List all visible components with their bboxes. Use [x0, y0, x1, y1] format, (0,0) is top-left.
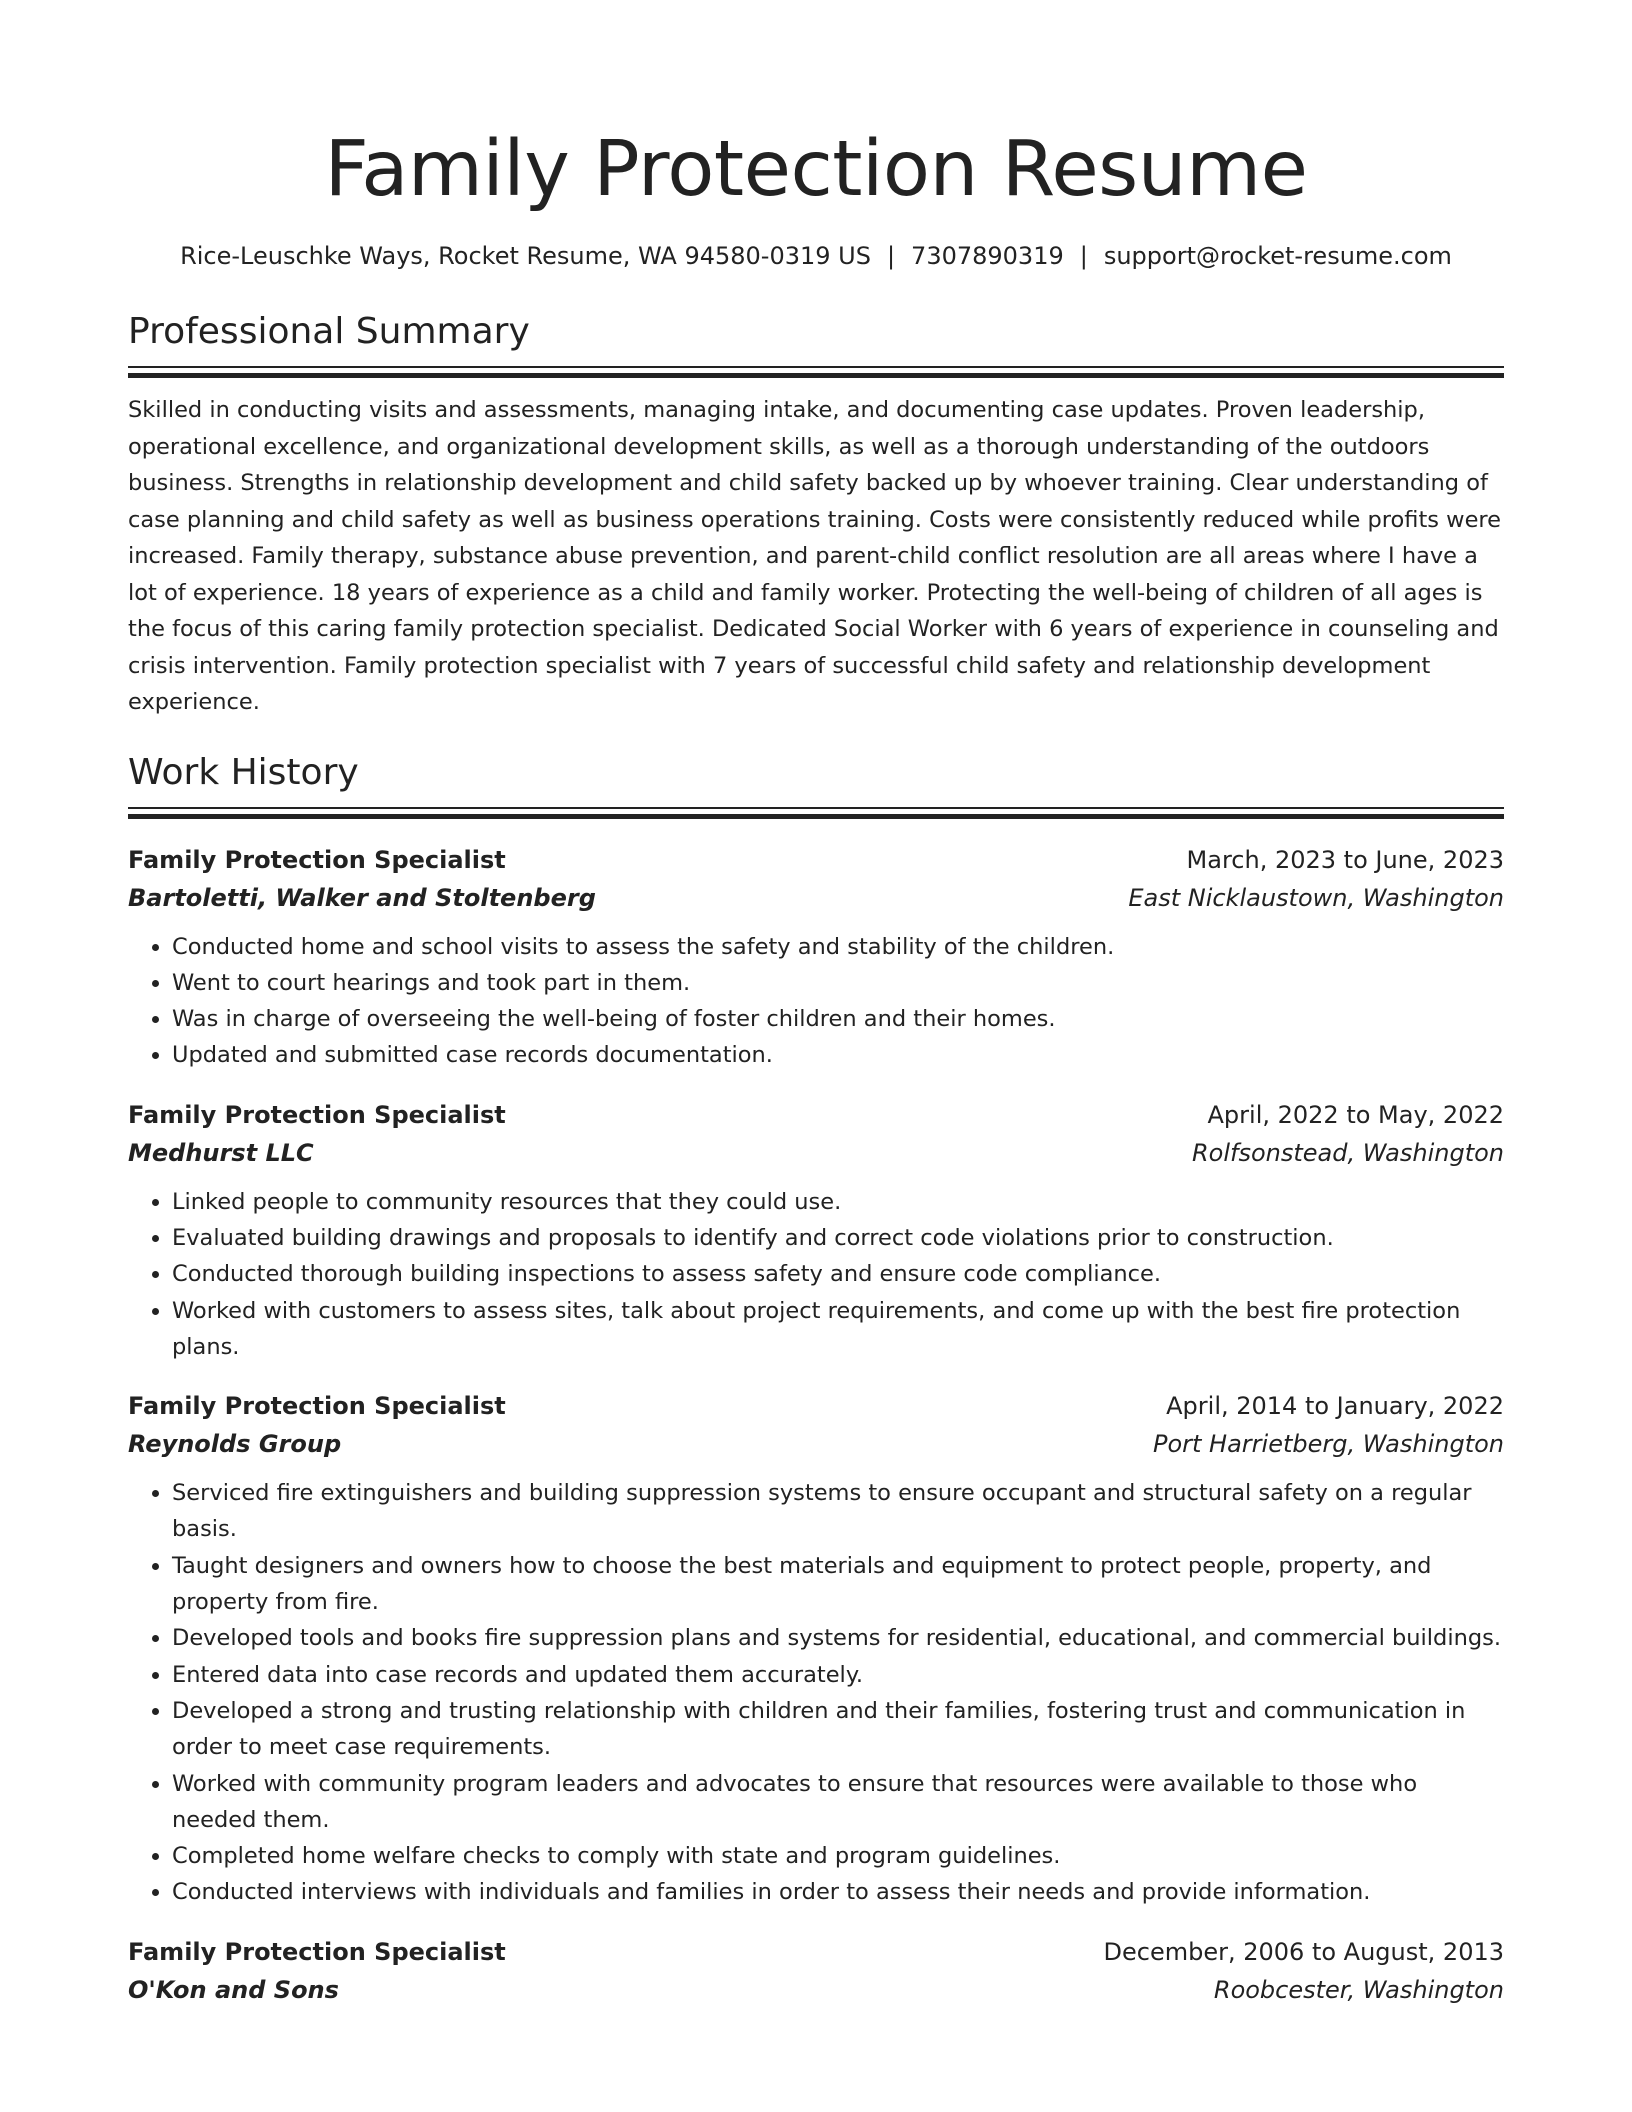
- job-company-row: [128, 1971, 1504, 2009]
- job-location: Rolfsonstead, Washington: [1191, 1138, 1504, 1167]
- section-heading-work: Work History: [128, 751, 359, 793]
- resume-page: [128, 0, 1504, 2009]
- job-bullet: • Taught designers and owners how to choose the best materials and equipment to protect people, property, and property from fire.: [172, 1548, 1504, 1621]
- job-title: Family Protection Specialist: [128, 845, 506, 874]
- page-title: Family Protection Resume: [324, 125, 1308, 214]
- section-divider: [128, 807, 1504, 819]
- job-dates: December, 2006 to August, 2013: [1103, 1937, 1504, 1966]
- job-bullet: • Was in charge of overseeing the well-being of foster children and their homes.: [172, 1001, 1504, 1037]
- job-bullet: • Developed tools and books fire suppression plans and systems for residential, educational, and commercial buildings.: [172, 1620, 1504, 1656]
- job-bullet: • Developed a strong and trusting relationship with children and their families, fostering trust and communication in order to meet case requirements.: [172, 1693, 1504, 1766]
- job-entry: [128, 1933, 1504, 2009]
- job-title: Family Protection Specialist: [128, 1100, 506, 1129]
- job-header-row: [128, 841, 1504, 879]
- job-bullet: • Conducted interviews with individuals and families in order to assess their needs and provide information.: [172, 1874, 1504, 1910]
- job-company: O'Kon and Sons: [128, 1975, 339, 2004]
- job-bullet: • Worked with community program leaders and advocates to ensure that resources were available to those who needed them.: [172, 1766, 1504, 1839]
- job-location: Port Harrietberg, Washington: [1152, 1430, 1504, 1459]
- job-bullet: • Updated and submitted case records documentation.: [172, 1037, 1504, 1073]
- job-bullet: • Conducted thorough building inspections to assess safety and ensure code compliance.: [172, 1256, 1504, 1292]
- job-header-row: [128, 1387, 1504, 1425]
- summary-text: Skilled in conducting visits and assessments, managing intake, and documenting case updates. Proven leadership, operational excellence, and organizational development skills, as well as a thorough understanding of the outdoors business. Strengths in relationship development and child safety backed up by whoever training. Clear understanding of case planning and child safety as well as business operations training. Costs were consistently reduced while profits were increased. Family therapy, substance abuse prevention, and parent-child conflict resolution are all areas where I have a lot of experience. 18 years of experience as a child and family worker. Protecting the well-being of children of all ages is the focus of this caring family protection specialist. Dedicated Social Worker with 6 years of experience in counseling and crisis intervention. Family protection specialist with 7 years of successful child safety and relationship development experience.: [128, 397, 1502, 715]
- contact-email: support@rocket-resume.com: [1103, 242, 1452, 270]
- job-company-row: [128, 879, 1504, 917]
- contact-line: [128, 240, 1504, 272]
- job-bullet: • Worked with customers to assess sites, talk about project requirements, and come up with the best fire protection plans.: [172, 1293, 1504, 1366]
- job-company: Reynolds Group: [128, 1430, 342, 1459]
- job-entry: [128, 1387, 1504, 1911]
- contact-address: Rice-Leuschke Ways, Rocket Resume, WA 94580-0319 US: [180, 242, 871, 270]
- job-header-row: [128, 1933, 1504, 1971]
- job-company-row: [128, 1425, 1504, 1463]
- job-location: Roobcester, Washington: [1213, 1975, 1504, 2004]
- job-bullet: • Evaluated building drawings and proposals to identify and correct code violations prior to construction.: [172, 1220, 1504, 1256]
- job-bullet: • Entered data into case records and updated them accurately.: [172, 1657, 1504, 1693]
- contact-separator: |: [1079, 242, 1088, 270]
- job-title: Family Protection Specialist: [128, 1392, 506, 1421]
- section-heading-summary: Professional Summary: [128, 311, 530, 352]
- job-entry: [128, 841, 1504, 1074]
- job-company: Bartoletti, Walker and Stoltenberg: [128, 883, 596, 912]
- job-dates: April, 2014 to January, 2022: [1166, 1392, 1504, 1421]
- contact-phone: 7307890319: [911, 242, 1064, 270]
- job-bullet: • Linked people to community resources that they could use.: [172, 1184, 1504, 1220]
- job-dates: April, 2022 to May, 2022: [1207, 1100, 1504, 1129]
- job-bullet: • Conducted home and school visits to assess the safety and stability of the children.: [172, 929, 1504, 965]
- job-entry: [128, 1096, 1504, 1365]
- contact-separator: |: [886, 242, 896, 270]
- job-location: East Nicklaustown, Washington: [1128, 883, 1504, 912]
- job-bullet: • Serviced fire extinguishers and building suppression systems to ensure occupant and structural safety on a regular basis.: [172, 1475, 1504, 1548]
- job-header-row: [128, 1096, 1504, 1134]
- job-bullet-list: [128, 1184, 1504, 1365]
- job-company: Medhurst LLC: [128, 1138, 314, 1167]
- job-bullet-list: [128, 1475, 1504, 1911]
- job-dates: March, 2023 to June, 2023: [1186, 845, 1504, 874]
- job-bullet: • Completed home welfare checks to comply with state and program guidelines.: [172, 1838, 1504, 1874]
- job-bullet-list: [128, 929, 1504, 1074]
- job-title: Family Protection Specialist: [128, 1937, 506, 1966]
- job-company-row: [128, 1134, 1504, 1172]
- work-history-list: [128, 841, 1504, 2009]
- job-bullet: • Went to court hearings and took part in them.: [172, 965, 1504, 1001]
- section-divider: [128, 366, 1504, 378]
